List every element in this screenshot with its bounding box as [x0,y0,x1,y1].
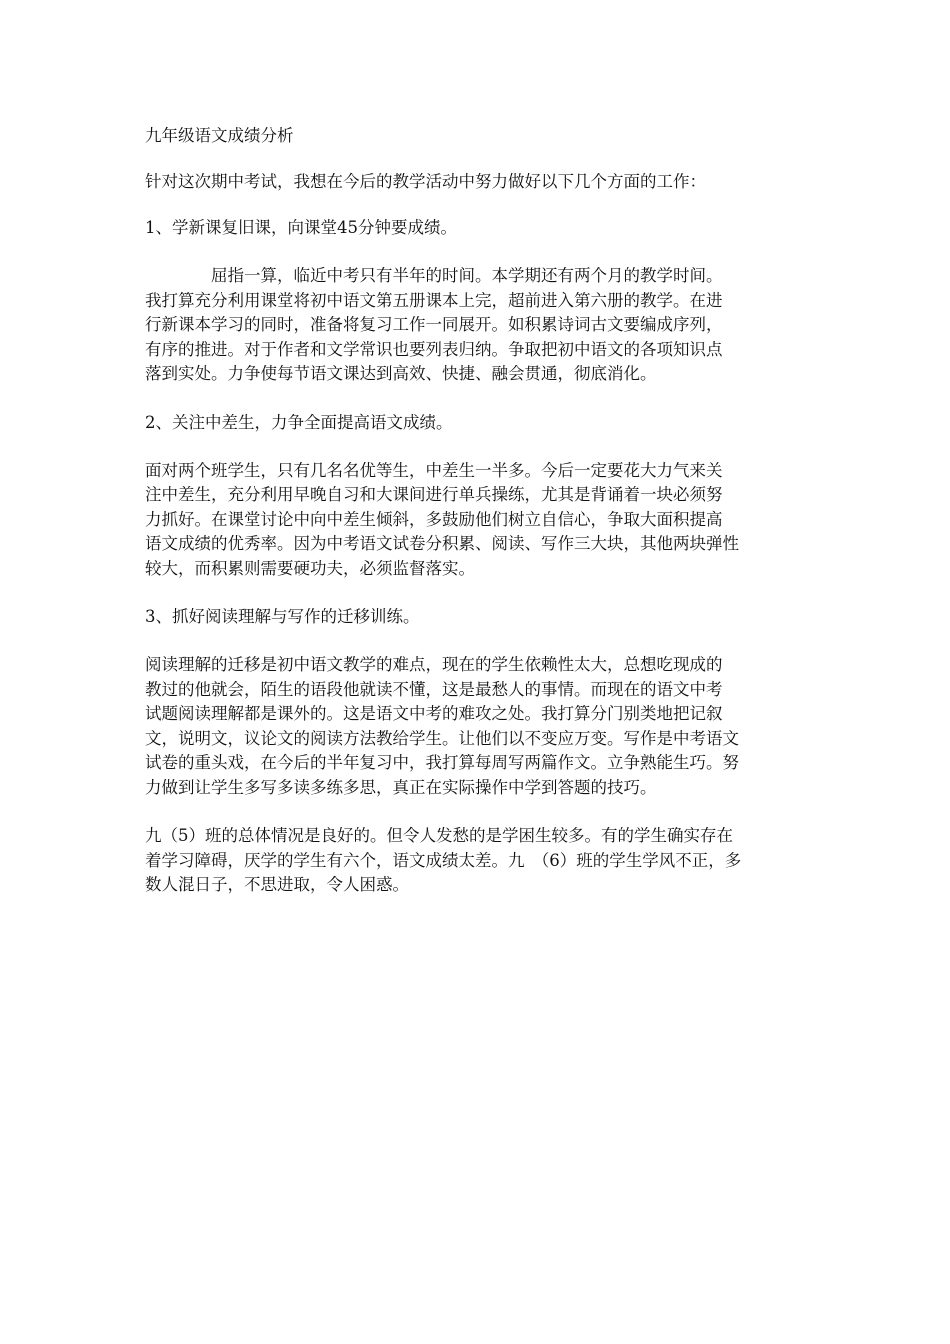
section-paragraph-2 [145,459,810,582]
paragraph-line: 教过的他就会，陌生的语段他就读不懂，这是最愁人的事情。而现在的语文中考 [145,679,723,699]
document-body [145,124,810,898]
paragraph-line: 力做到让学生多写多读多练多思，真正在实际操作中学到答题的技巧。 [145,777,657,797]
section-paragraph-1 [145,264,810,387]
section-heading-1: 1、学新课复旧课，向课堂45分钟要成绩。 [145,218,457,237]
paragraph-line: 文，说明文，议论文的阅读方法教给学生。让他们以不变应万变。写作是中考语文 [145,728,739,748]
closing-paragraph [145,824,810,898]
paragraph-line: 面对两个班学生，只有几名名优等生，中差生一半多。今后一定要花大力气来关 [145,460,723,480]
section-paragraph-3 [145,653,810,800]
paragraph-line: 试卷的重头戏，在今后的半年复习中，我打算每周写两篇作文。立争熟能生巧。努 [145,753,739,772]
document-title: 九年级语文成绩分析 [145,126,294,145]
intro-paragraph: 针对这次期中考试，我想在今后的教学活动中努力做好以下几个方面的工作： [145,172,706,191]
paragraph-line: 数人混日子，不思进取，令人困惑。 [145,875,409,894]
paragraph-line: 着学习障碍，厌学的学生有六个，语文成绩太差。九 （6）班的学生学风不正，多 [145,850,742,870]
paragraph-line: 有序的推进。对于作者和文学常识也要列表归纳。争取把初中语文的各项知识点 [145,339,723,359]
paragraph-line: 我打算充分利用课堂将初中语文第五册课本上完，超前进入第六册的教学。在进 [145,290,723,310]
paragraph-line: 落到实处。力争使每节语文课达到高效、快捷、融会贯通，彻底消化。 [145,364,657,383]
paragraph-line: 屈指一算，临近中考只有半年的时间。本学期还有两个月的教学时间。 [211,266,723,285]
paragraph-line: 语文成绩的优秀率。因为中考语文试卷分积累、阅读、写作三大块，其他两块弹性 [145,534,739,553]
section-heading-2: 2、关注中差生，力争全面提高语文成绩。 [145,412,453,432]
paragraph-line: 阅读理解的迁移是初中语文教学的难点，现在的学生依赖性太大，总想吃现成的 [145,655,723,674]
paragraph-line: 注中差生，充分利用早晚自习和大课间进行单兵操练，尤其是背诵着一块必须努 [145,485,723,504]
paragraph-line: 九（5）班的总体情况是良好的。但令人发愁的是学困生较多。有的学生确实存在 [145,826,733,845]
paragraph-line: 力抓好。在课堂讨论中向中差生倾斜，多鼓励他们树立自信心，争取大面积提高 [145,509,723,529]
paragraph-line: 行新课本学习的同时，准备将复习工作一同展开。如积累诗词古文要编成序列， [145,315,723,334]
paragraph-line: 较大，而积累则需要硬功夫，必须监督落实。 [145,558,475,578]
section-heading-3: 3、抓好阅读理解与写作的迁移训练。 [145,607,420,626]
paragraph-line: 试题阅读理解都是课外的。这是语文中考的难攻之处。我打算分门别类地把记叙 [145,704,723,723]
